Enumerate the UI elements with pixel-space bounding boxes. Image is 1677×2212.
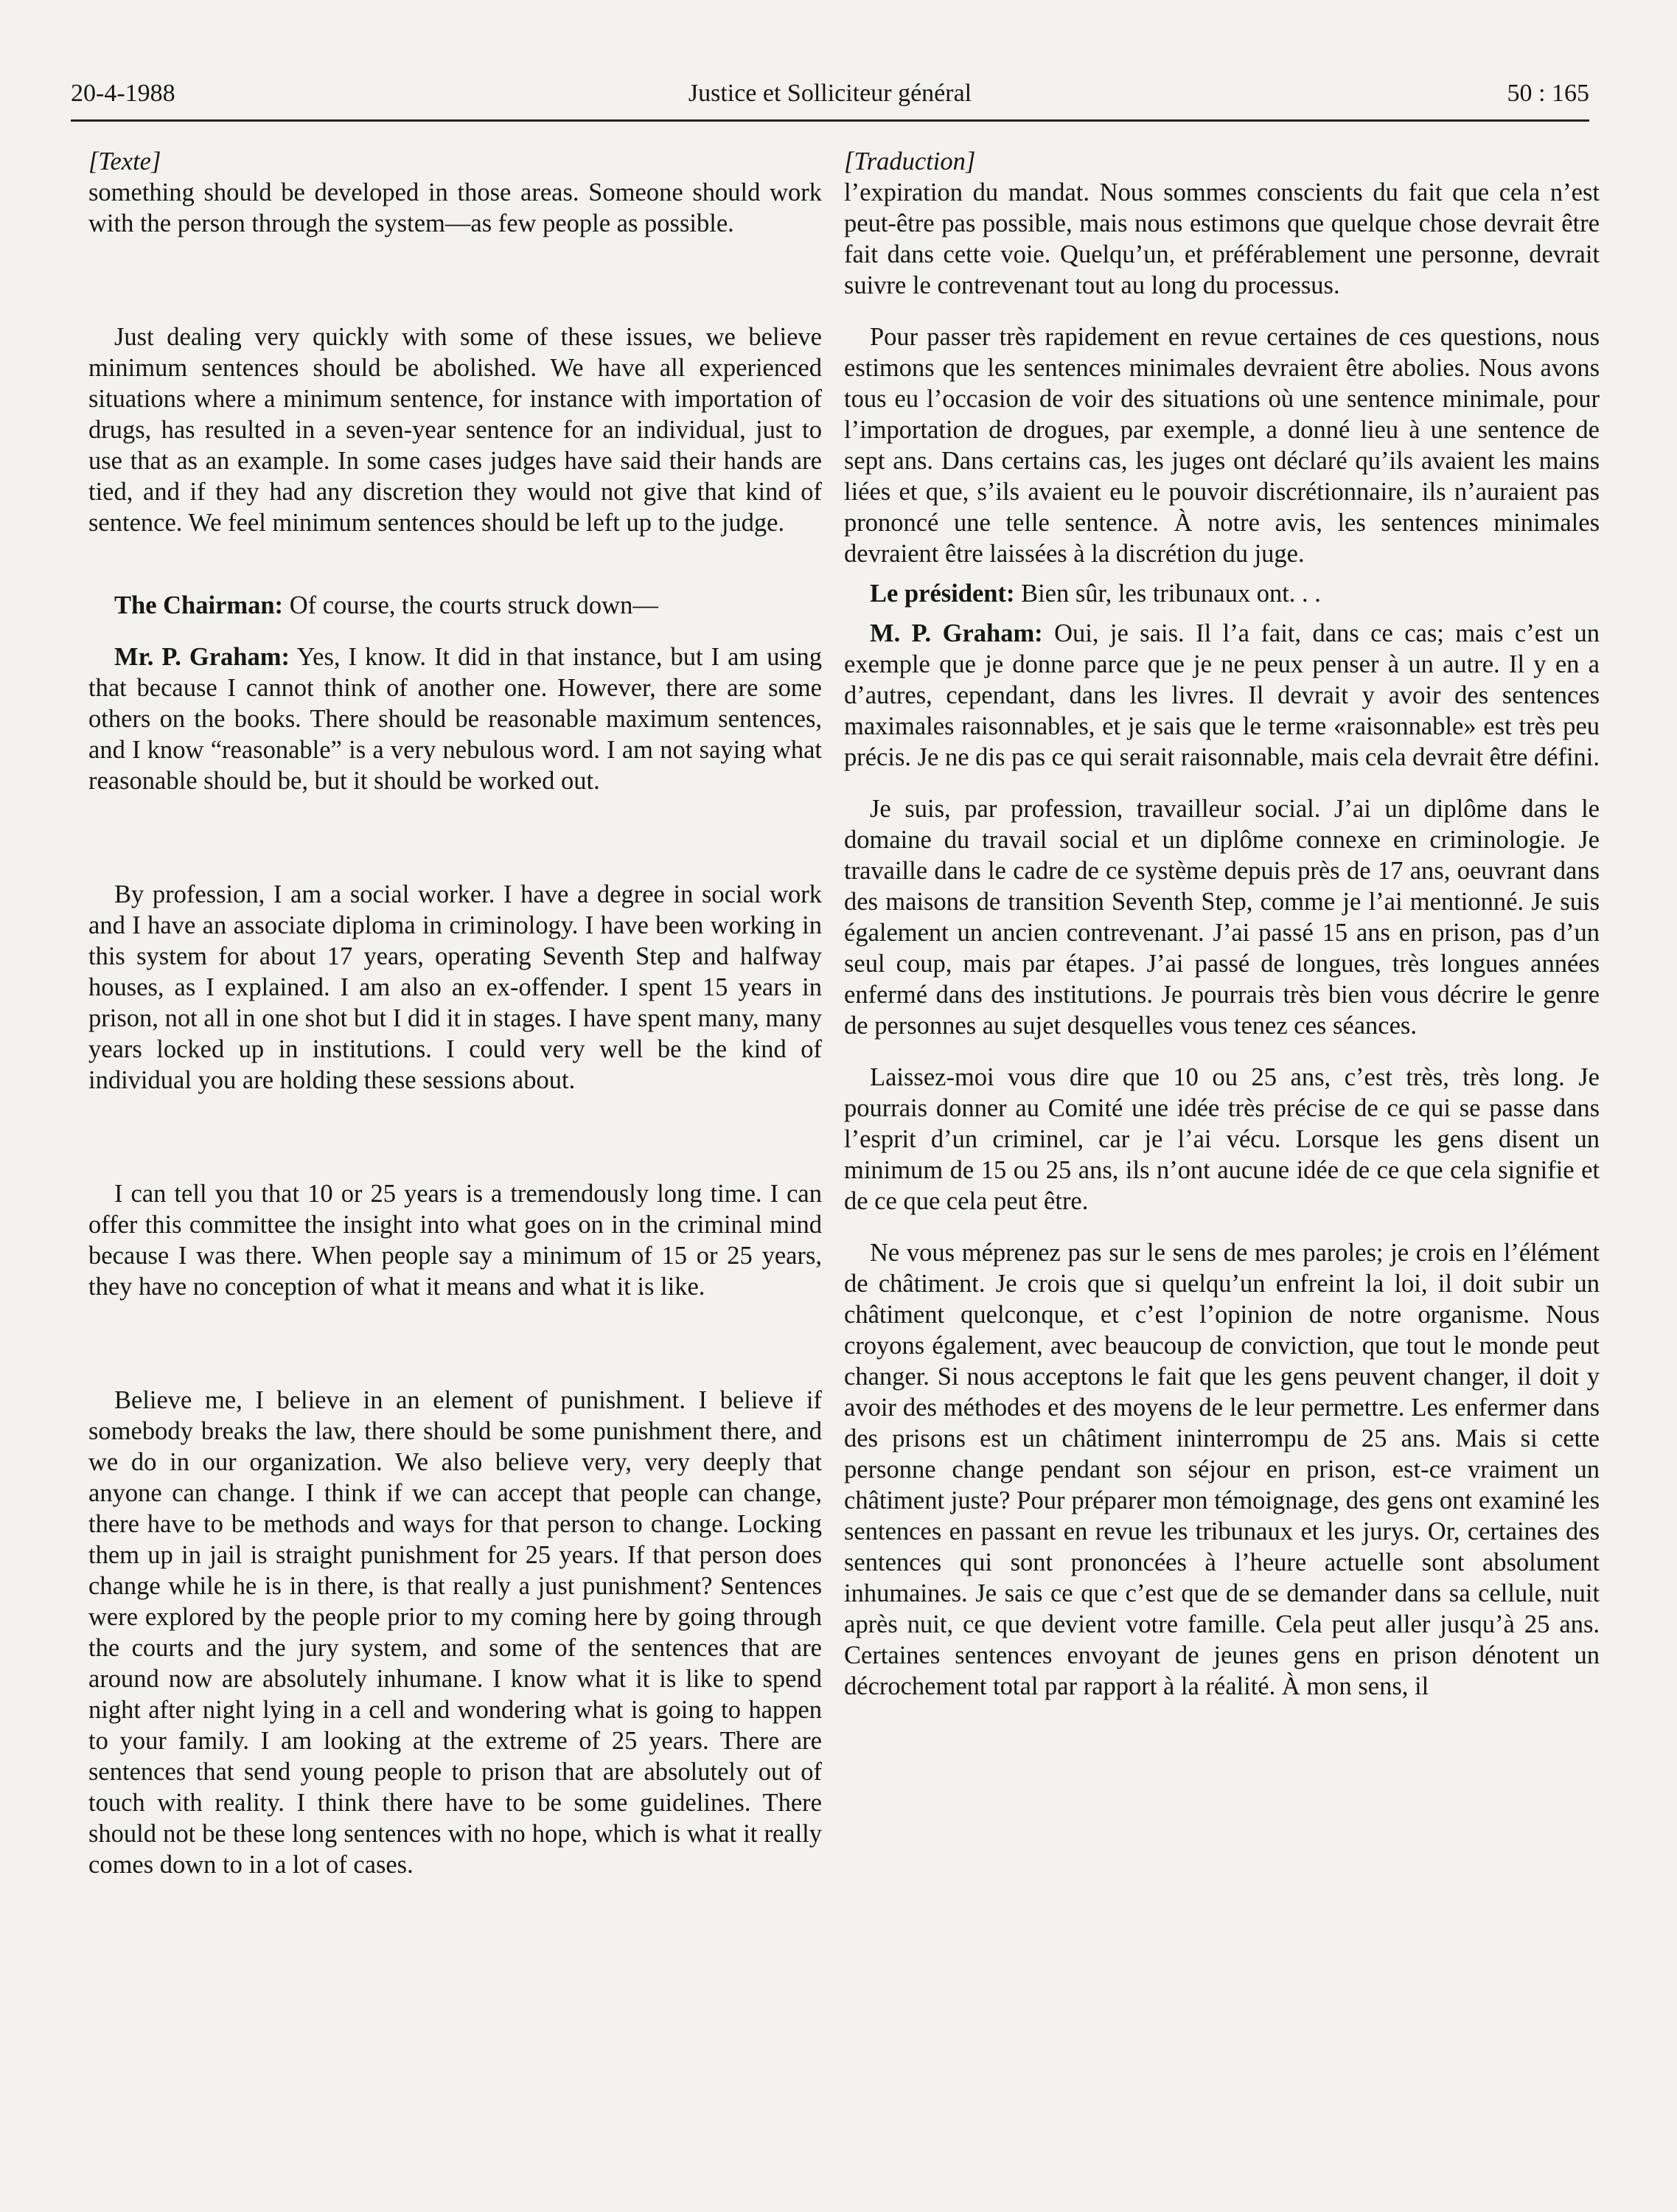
paragraph-1: l’expiration du mandat. Nous sommes conscients du fait que cela n’est peut-être pas possible, mais nous estimons que quelque chose devrait être fait dans cette voie. Quelqu’un, et préférablement une personne, devrait suivre le contrevenant tout au long du processus.: [844, 178, 1600, 299]
paragraph-1: something should be developed in those areas. Someone should work with the person through the system—as few people as possible.: [88, 178, 822, 237]
speaker-name: Le président:: [870, 580, 1015, 608]
header-page-number: 50 : 165: [1507, 80, 1589, 107]
header-date: 20-4-1988: [71, 80, 175, 107]
column-label-texte: [Texte]: [88, 147, 161, 175]
paragraph-6: I can tell you that 10 or 25 years is a tremendously long time. I can offer this committee the insight into what goes on in the criminal mind because I was there. When people say a minimum of 15 or 25 years, they have no conception of what it means and what it is like.: [88, 1180, 822, 1301]
paragraph-4: [88, 641, 822, 796]
speaker-text: Of course, the courts struck down—: [283, 591, 658, 619]
paragraph-2: Pour passer très rapidement en revue certaines de ces questions, nous estimons que les sentences minimales devraient être abolies. Nous avons tous eu l’occasion de voir des situations où une sentence minimale, pour l’importation de drogues, par exemple, a donné lieu à une sentence de sept ans. Dans certains cas, les juges ont déclaré qu’ils avaient les mains liées et que, s’ils avaient eu le pouvoir discrétionnaire, ils n’auraient pas prononcé une telle sentence. À notre avis, les sentences minimales devraient être laissées à la discrétion du juge.: [844, 323, 1600, 568]
speaker-name: M. P. Graham:: [870, 619, 1043, 647]
paragraph-4: [844, 618, 1600, 773]
paragraph-3: [88, 590, 822, 621]
english-column: [88, 146, 822, 1880]
paragraph-3: [844, 578, 1600, 609]
speaker-name: The Chairman:: [114, 591, 284, 619]
paragraph-7: Believe me, I believe in an element of punishment. I believe if somebody breaks the law, there should be some punishment there, and we do in our organization. We also believe very, very deeply that anyone can change. I think if we can accept that people can change, there have to be methods and ways for that person to change. Locking them up in jail is straight punishment for 25 years. If that person does change while he is in there, is that really a just punishment? Sentences were explored by the people prior to my coming here by going through the courts and the jury system, and some of the sentences that are around now are absolutely inhumane. I know what it is like to spend night after night lying in a cell and wondering what is going to happen to your family. I am looking at the extreme of 25 years. There are sentences that send young people to prison that are absolutely out of touch with reality. I think there have to be some guidelines. There should not be these long sentences with no hope, which is what it really comes down to in a lot of cases.: [88, 1386, 822, 1879]
paragraph-6: Laissez-moi vous dire que 10 ou 25 ans, c’est très, très long. Je pourrais donner au Comité une idée très précise de ce qui se passe dans l’esprit d’un criminel, car je l’ai vécu. Lorsque les gens disent un minimum de 15 ou 25 ans, ils n’ont aucune idée de ce que cela signifie et de ce que cela peut être.: [844, 1063, 1600, 1215]
speaker-text: Bien sûr, les tribunaux ont. . .: [1014, 580, 1321, 608]
paragraph-5: Je suis, par profession, travailleur social. J’ai un diplôme dans le domaine du travail social et un diplôme connexe en criminologie. Je travaille dans le cadre de ce système depuis près de 17 ans, oeuvrant dans des maisons de transition Seventh Step, comme je l’ai mentionné. Je suis également un ancien contrevenant. J’ai passé 15 ans en prison, pas d’un seul coup, mais par étapes. J’ai passé de longues, très longues années enfermé dans des institutions. Je pourrais très bien vous décrire le genre de personnes au sujet desquelles vous tenez ces séances.: [844, 795, 1600, 1040]
french-column: [844, 146, 1600, 1702]
page-header: [71, 74, 1589, 122]
paragraph-5: By profession, I am a social worker. I have a degree in social work and I have an associate diploma in criminology. I have been working in this system for about 17 years, operating Seventh Step and halfway houses, as I explained. I am also an ex-offender. I spent 15 years in prison, not all in one shot but I did it in stages. I have spent many, many years locked up in institutions. I could very well be the kind of individual you are holding these sessions about.: [88, 880, 822, 1094]
paragraph-7: Ne vous méprenez pas sur le sens de mes paroles; je crois en l’élément de châtiment. Je crois que si quelqu’un enfreint la loi, il doit subir un châtiment quelconque, et c’est l’opinion de notre organisme. Nous croyons également, avec beaucoup de conviction, que tout le monde peut changer. Si nous acceptons le fait que les gens peuvent changer, il doit y avoir des méthodes et des moyens de le leur permettre. Les enfermer dans des prisons est un châtiment ininterrompu de 25 ans. Mais si cette personne change pendant son séjour en prison, est-ce vraiment un châtiment juste? Pour préparer mon témoignage, des gens ont examiné les sentences en passant en revue les tribunaux et les jurys. Or, certaines des sentences qui sont prononcées à l’heure actuelle sont absolument inhumaines. Je sais ce que c’est que de se demander dans sa cellule, nuit après nuit, ce que devient votre famille. Cela peut aller jusqu’à 25 ans. Certaines sentences envoyant de jeunes gens en prison dénotent un décrochement total par rapport à la réalité. À mon sens, il: [844, 1239, 1600, 1700]
speaker-name: Mr. P. Graham:: [114, 643, 290, 671]
header-title: Justice et Solliciteur général: [688, 80, 972, 107]
paragraph-2: Just dealing very quickly with some of these issues, we believe minimum sentences should be abolished. We have all experienced situations where a minimum sentence, for instance with importation of drugs, has resulted in a seven-year sentence for an individual, just to use that as an example. In some cases judges have said their hands are tied, and if they had any discretion they would not give that kind of sentence. We feel minimum sentences should be left up to the judge.: [88, 323, 822, 537]
speaker-text: Oui, je sais. Il l’a fait, dans ce cas; mais c’est un exemple que je donne parce que je ne peux penser à un autre. Il y en a d’autres, cependant, dans les livres. Il devrait y avoir des sentences maximales raisonnables, et je sais que le terme «raisonnable» est très peu précis. Je ne dis pas ce qui serait raisonnable, mais cela devrait être défini.: [844, 619, 1600, 771]
column-label-traduction: [Traduction]: [844, 147, 976, 175]
speaker-text: Yes, I know. It did in that instance, but I am using that because I cannot think of another one. However, there are some others on the books. There should be reasonable maximum sentences, and I know “reasonable” is a very nebulous word. I am not saying what reasonable should be, but it should be worked out.: [88, 643, 822, 795]
